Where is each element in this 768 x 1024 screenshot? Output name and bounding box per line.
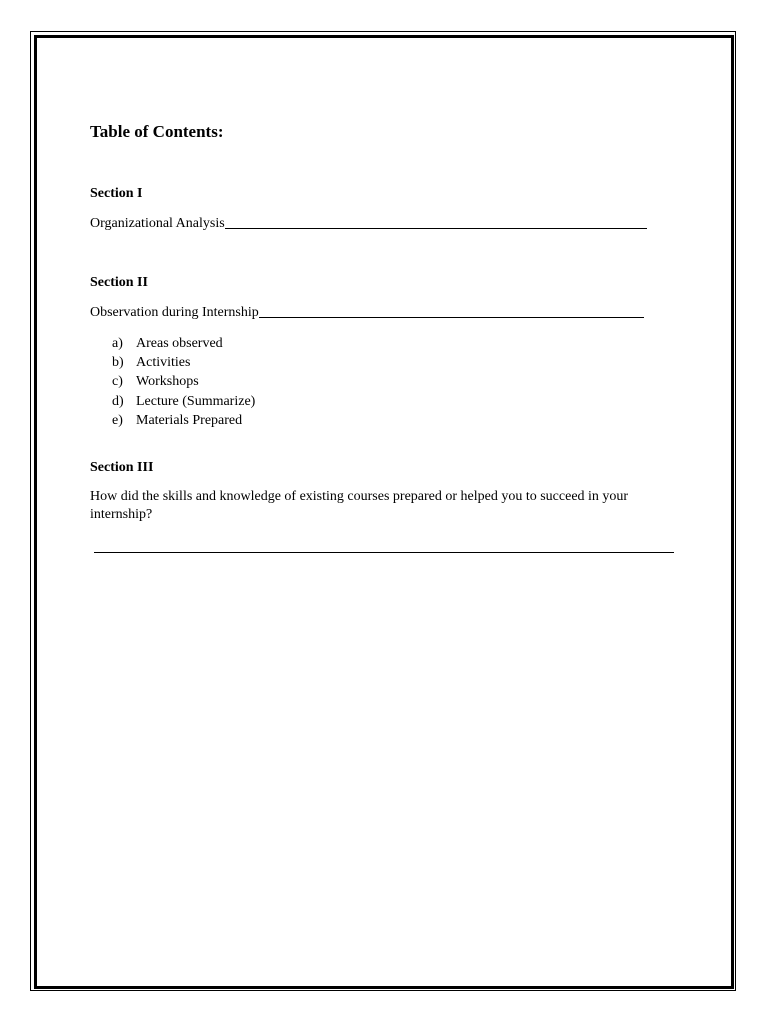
list-item-marker: e) <box>112 412 123 428</box>
list-item <box>112 411 255 430</box>
section-1-leader-line <box>225 227 647 229</box>
section-3-question: How did the skills and knowledge of existing courses prepared or helped you to succeed in your internship? <box>90 489 629 522</box>
list-item-label: Activities <box>136 355 191 371</box>
section-3-heading: Section III <box>90 460 154 475</box>
list-item <box>112 392 255 411</box>
section-2-leader-line <box>259 316 644 318</box>
answer-line <box>94 552 674 553</box>
list-item <box>112 372 255 391</box>
list-item-marker: c) <box>112 374 123 390</box>
section-2-entry-label: Observation during Internship <box>90 305 259 320</box>
list-item-label: Workshops <box>136 374 199 390</box>
list-item <box>112 353 255 372</box>
section-2-heading: Section II <box>90 275 148 290</box>
list-item-marker: b) <box>112 355 124 371</box>
list-item-marker: d) <box>112 393 124 409</box>
section-1-heading: Section I <box>90 186 143 201</box>
section-1-entry-label: Organizational Analysis <box>90 216 225 231</box>
list-item-label: Lecture (Summarize) <box>136 393 256 409</box>
section-1-entry <box>90 216 647 232</box>
section-2-entry <box>90 305 644 321</box>
section-2-sub-list <box>112 334 255 430</box>
list-item-marker: a) <box>112 336 123 351</box>
list-item <box>112 334 255 353</box>
toc-title: Table of Contents: <box>90 122 224 141</box>
list-item-label: Areas observed <box>136 336 223 351</box>
list-item-label: Materials Prepared <box>136 412 243 428</box>
